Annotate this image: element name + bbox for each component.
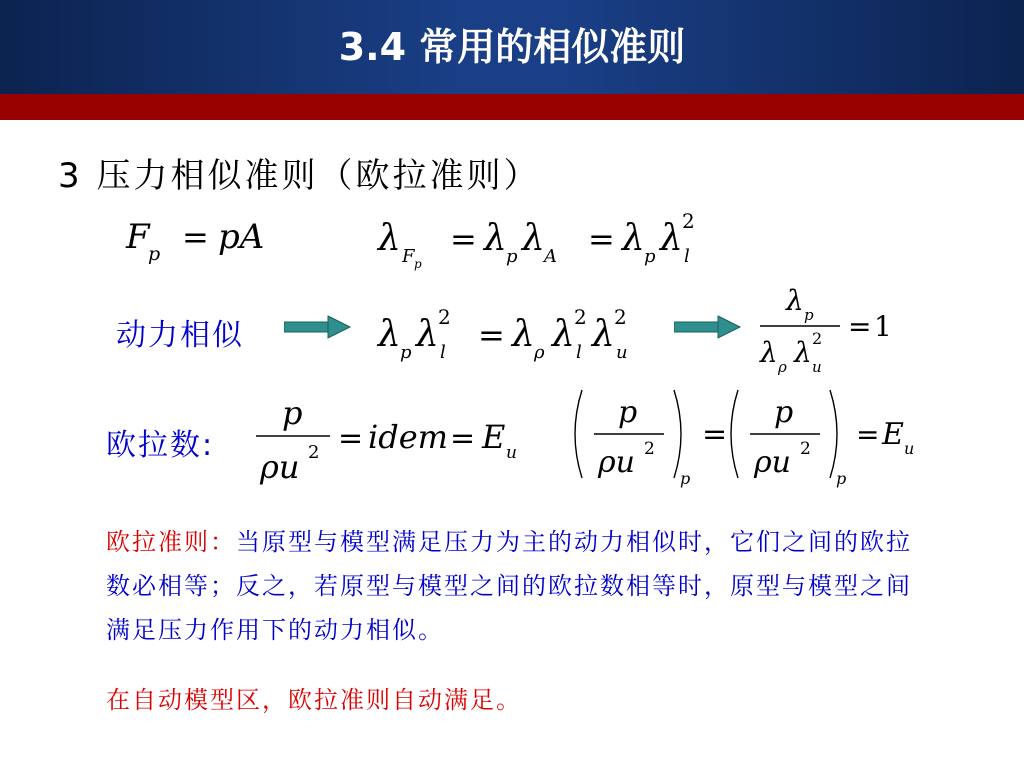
euler-rule-body: 当原型与模型满足压力为主的动力相似时，它们之间的欧拉数必相等；反之，若原型与模型之间的欧拉数相等时，原型与模型之间满足压力作用下的动力相似。 <box>106 528 912 644</box>
svg-text:λ: λ <box>760 336 778 369</box>
section-heading: 3 压力相似准则（欧拉准则） <box>58 156 541 196</box>
svg-text:=: = <box>450 220 477 258</box>
euler-rule-label: 欧拉准则： <box>106 528 236 556</box>
svg-text:l: l <box>684 246 690 267</box>
formula-lambda-force <box>376 200 736 275</box>
svg-text:p: p <box>644 246 656 267</box>
red-accent-bar <box>0 94 1024 120</box>
svg-text:p: p <box>804 306 814 324</box>
svg-text:l: l <box>576 342 582 363</box>
svg-text:F: F <box>126 217 150 257</box>
svg-text:p: p <box>400 342 412 363</box>
svg-text:p: p <box>506 246 518 267</box>
svg-text:p: p <box>836 469 847 488</box>
svg-text:ρ: ρ <box>534 342 545 363</box>
svg-text:u: u <box>616 342 628 363</box>
svg-text:l: l <box>440 342 446 363</box>
svg-text:u: u <box>812 358 822 376</box>
svg-text:ρu: ρu <box>754 445 791 480</box>
svg-text:2: 2 <box>438 305 451 329</box>
formula-euler-equality <box>568 384 928 494</box>
svg-text:λ: λ <box>416 314 439 355</box>
svg-text:=: = <box>450 421 476 456</box>
svg-text:=: = <box>848 310 872 343</box>
svg-text:ρu: ρu <box>598 445 635 480</box>
self-model-note: 在自动模型区，欧拉准则自动满足。 <box>106 686 522 714</box>
svg-text:p: p <box>414 257 422 271</box>
svg-text:λ: λ <box>794 336 812 369</box>
svg-text:u: u <box>904 439 915 458</box>
svg-text:2: 2 <box>308 442 320 463</box>
svg-text:λ: λ <box>378 218 401 259</box>
svg-text:λ: λ <box>660 218 683 259</box>
svg-text:λ: λ <box>786 284 804 317</box>
svg-text:=: = <box>702 417 728 452</box>
euler-number-label: 欧拉数: <box>106 428 215 463</box>
euler-rule-paragraph <box>106 520 936 652</box>
formula-fp <box>122 210 302 270</box>
formula-euler-number <box>250 392 540 492</box>
svg-text:λ: λ <box>484 218 507 259</box>
slide-title: 3.4 常用的相似准则 <box>338 25 686 69</box>
svg-text:p: p <box>680 469 691 488</box>
svg-text:A: A <box>544 246 557 267</box>
svg-text:2: 2 <box>644 439 655 459</box>
arrow-icon <box>284 314 354 340</box>
svg-text:=: = <box>588 220 615 258</box>
svg-text:u: u <box>506 443 517 463</box>
formula-ratio <box>756 280 896 380</box>
svg-text:=: = <box>478 316 505 354</box>
svg-text:1: 1 <box>874 310 892 343</box>
svg-text:idem: idem <box>368 418 448 456</box>
dynamic-similarity-label: 动力相似 <box>116 318 244 353</box>
svg-text:ρu: ρu <box>260 448 300 486</box>
svg-text:2: 2 <box>574 305 587 329</box>
svg-text:=: = <box>338 421 364 456</box>
svg-text:p: p <box>774 395 794 430</box>
svg-text:λ: λ <box>522 218 545 259</box>
svg-text:E: E <box>882 417 904 452</box>
svg-text:F: F <box>402 246 415 267</box>
svg-text:2: 2 <box>614 305 627 329</box>
svg-text:p: p <box>618 395 638 430</box>
svg-text:E: E <box>482 418 506 456</box>
svg-text:=: = <box>182 218 209 256</box>
svg-text:=: = <box>856 418 880 451</box>
arrow-icon <box>674 314 744 340</box>
svg-text:p: p <box>148 243 161 265</box>
svg-text:ρ: ρ <box>778 358 787 376</box>
svg-text:pA: pA <box>218 217 265 257</box>
svg-text:λ: λ <box>552 314 575 355</box>
svg-text:2: 2 <box>812 329 823 348</box>
svg-text:λ: λ <box>378 314 401 355</box>
svg-text:λ: λ <box>592 314 615 355</box>
formula-dynamic-similarity <box>376 298 676 370</box>
svg-text:λ: λ <box>622 218 645 259</box>
svg-text:2: 2 <box>682 209 695 233</box>
svg-text:p: p <box>282 394 303 432</box>
svg-text:2: 2 <box>800 439 811 459</box>
svg-text:λ: λ <box>512 314 535 355</box>
